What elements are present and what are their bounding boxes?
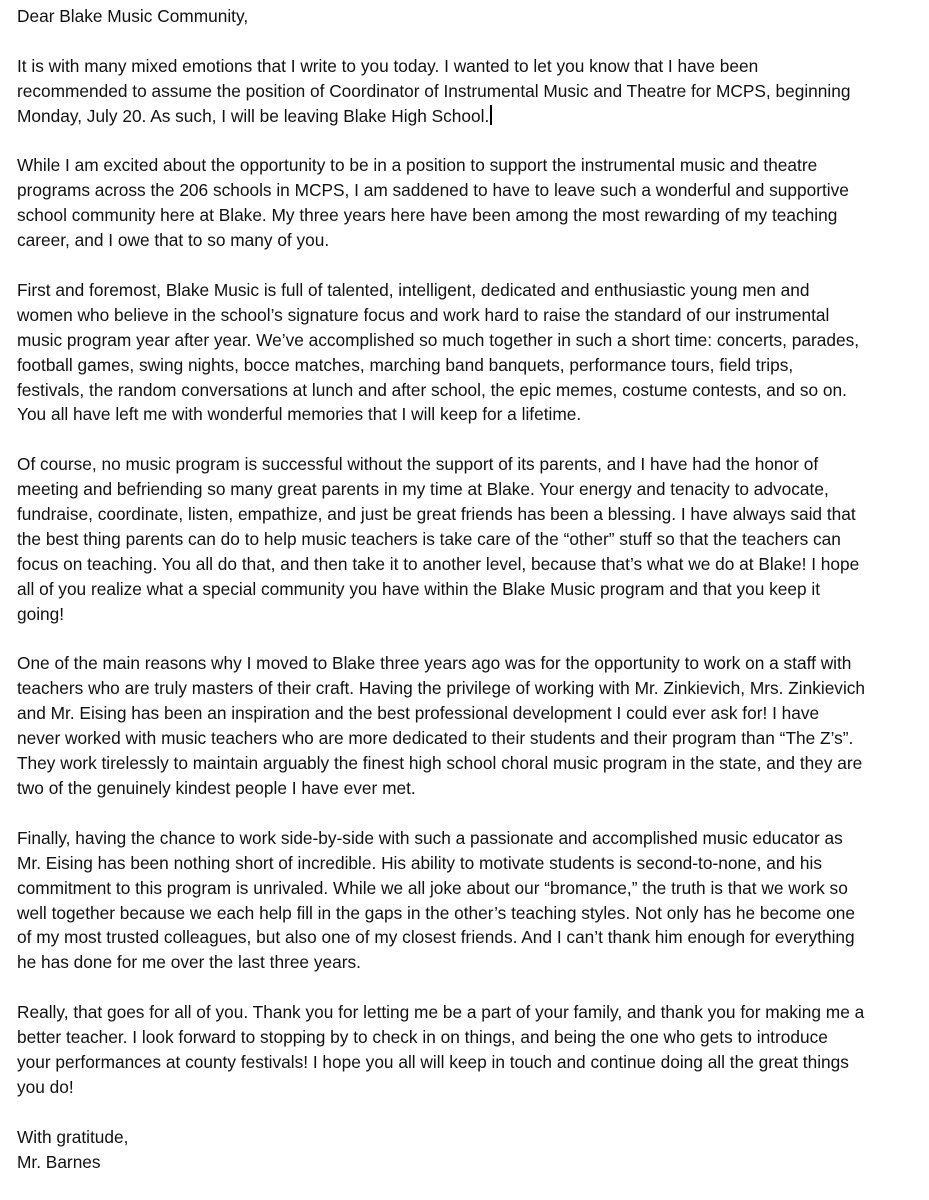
text-cursor — [490, 105, 492, 125]
salutation: Dear Blake Music Community, — [17, 6, 249, 26]
paragraph-6: Finally, having the chance to work side-by-side with such a passionate and accomplished music educator as Mr. Eising has been nothing short of incredible. His ability to motivate students is second-to-none, and his commitment to this program is unrivaled. While we all joke about our “bromance,” the truth is that we work so well together because we each help fill in the gaps in the other’s teaching styles. Not only has he become one of my most trusted colleagues, but also one of my closest friends. And I can’t thank him enough for everything he has done for me over the last three years. — [17, 827, 856, 973]
closing-line: With gratitude, — [17, 1126, 129, 1147]
letter-body[interactable] — [17, 4, 922, 1174]
paragraph-7: Really, that goes for all of you. Thank you for letting me be a part of your family, and thank you for making me a better teacher. I look forward to stopping by to check in on things, and being the one who gets to introduce your performances at county festivals! I hope you all will keep in touch and continue doing all the great things you do! — [17, 1002, 865, 1097]
paragraph-1-text: It is with many mixed emotions that I write to you today. I wanted to let you know that I have been recommended to assume the position of Coordinator of Instrumental Music and Theatre for MCPS, beginning Monday, July 20. As such, I will be leaving Blake High School. — [17, 55, 851, 126]
paragraph-2: While I am excited about the opportunity to be in a position to support the instrumental music and theatre programs across the 206 schools in MCPS, I am saddened to have to leave such a wonderful and supportive school community here at Blake. My three years here have been among the most rewarding of my teaching career, and I owe that to so many of you. — [17, 155, 849, 251]
paragraph-5: One of the main reasons why I moved to Blake three years ago was for the opportunity to work on a staff with teachers who are truly masters of their craft. Having the privilege of working with Mr. Zinkievich, Mrs. Zinkievich and Mr. Eising has been an inspiration and the best professional development I could ever ask for! I have never worked with music teachers who are more dedicated to their students and their program than “The Z’s”. They work tirelessly to maintain arguably the finest high school choral music program in the state, and they are two of the genuinely kindest people I have ever met. — [17, 653, 866, 799]
paragraph-1 — [17, 54, 922, 129]
paragraph-3: First and foremost, Blake Music is full of talented, intelligent, dedicated and enthusiastic young men and women who believe in the school’s signature focus and work hard to raise the standard of our instrumental music program year after year. We’ve accomplished so much together in such a short time: concerts, parades, football games, swing nights, bocce matches, marching band banquets, performance tours, field trips, festivals, the random conversations at lunch and after school, the epic memes, costume contests, and so on. You all have left me with wonderful memories that I will keep for a lifetime. — [17, 279, 860, 425]
paragraph-4: Of course, no music program is successful without the support of its parents, and I have had the honor of meeting and befriending so many great parents in my time at Blake. Your energy and tenacity to advocate, fundraise, coordinate, listen, empathize, and just be great friends has been a blessing. I have always said that the best thing parents can do to help music teachers is take care of the “other” stuff so that the teachers can focus on teaching. You all do that, and then take it to another level, because that’s what we do at Blake! I hope all of you realize what a special community you have within the Blake Music program and that you keep it going! — [17, 454, 860, 624]
signature: Mr. Barnes — [17, 1151, 101, 1172]
